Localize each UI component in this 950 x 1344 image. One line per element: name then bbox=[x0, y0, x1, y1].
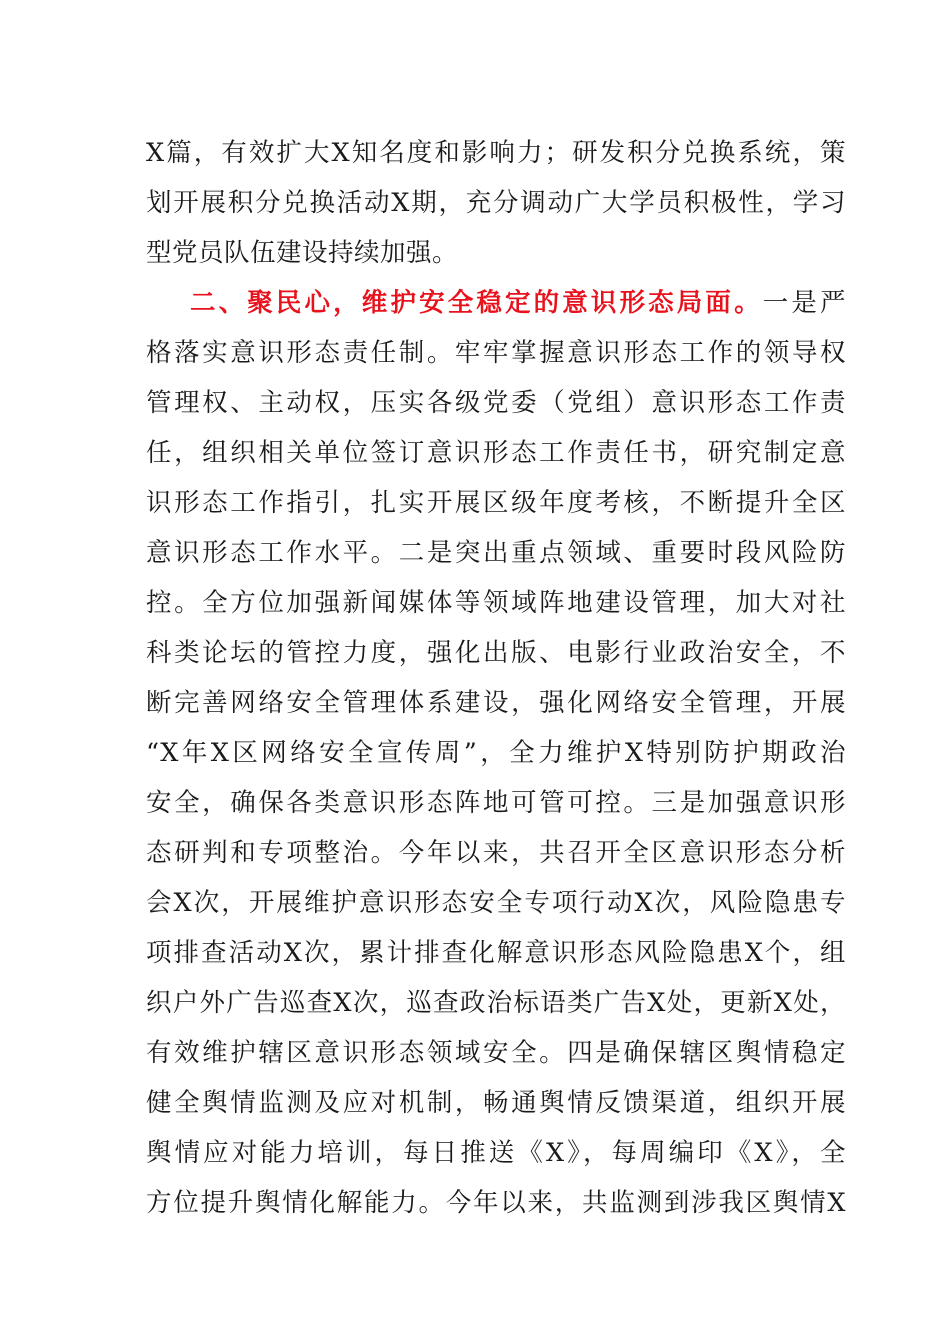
text-line: 任，组织相关单位签订意识形态工作责任书，研究制定意 bbox=[146, 438, 846, 468]
text-line: 安全，确保各类意识形态阵地可管可控。三是加强意识形 bbox=[146, 788, 846, 818]
section-heading-line bbox=[146, 278, 846, 328]
text-line: 划开展积分兑换活动X期，充分调动广大学员积极性，学习 bbox=[146, 188, 846, 218]
text-line: 格落实意识形态责任制。牢牢掌握意识形态工作的领导权 bbox=[146, 338, 846, 368]
text-line: 控。全方位加强新闻媒体等领域阵地建设管理，加大对社 bbox=[146, 588, 846, 618]
text-line: 断完善网络安全管理体系建设，强化网络安全管理，开展 bbox=[146, 688, 846, 718]
text-line: 舆情应对能力培训，每日推送《X》，每周编印《X》，全 bbox=[146, 1138, 846, 1168]
text-line: 织户外广告巡查X次，巡查政治标语类广告X处，更新X处， bbox=[146, 988, 846, 1018]
text-line: “X年X区网络安全宣传周”，全力维护X特别防护期政治 bbox=[146, 738, 846, 768]
text-line: 项排查活动X次，累计排查化解意识形态风险隐患X个，组 bbox=[146, 938, 846, 968]
text-line: 型党员队伍建设持续加强。 bbox=[146, 238, 459, 268]
text-line: 识形态工作指引，扎实开展区级年度考核，不断提升全区 bbox=[146, 488, 846, 518]
text-line: 意识形态工作水平。二是突出重点领域、重要时段风险防 bbox=[146, 538, 846, 568]
text-line: 科类论坛的管控力度，强化出版、电影行业政治安全，不 bbox=[146, 638, 846, 668]
text-line: 会X次，开展维护意识形态安全专项行动X次，风险隐患专 bbox=[146, 888, 846, 918]
text-line: 有效维护辖区意识形态领域安全。四是确保辖区舆情稳定 bbox=[146, 1038, 846, 1068]
text-line: 态研判和专项整治。今年以来，共召开全区意识形态分析 bbox=[146, 838, 846, 868]
document-body bbox=[146, 128, 846, 1228]
section-heading-continuation: 一是严 bbox=[762, 288, 846, 318]
text-line: 健全舆情监测及应对机制，畅通舆情反馈渠道，组织开展 bbox=[146, 1088, 846, 1118]
text-line: X篇，有效扩大X知名度和影响力；研发积分兑换系统，策 bbox=[146, 138, 846, 168]
section-heading: 二、聚民心，维护安全稳定的意识形态局面。 bbox=[190, 288, 763, 318]
text-line: 管理权、主动权，压实各级党委（党组）意识形态工作责 bbox=[146, 388, 846, 418]
text-line: 方位提升舆情化解能力。今年以来，共监测到涉我区舆情X bbox=[146, 1188, 846, 1218]
